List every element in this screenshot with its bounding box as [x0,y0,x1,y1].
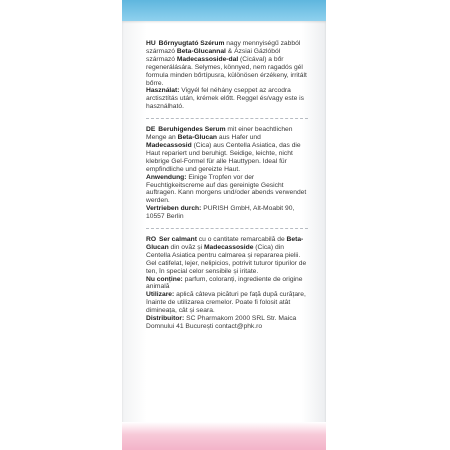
language-code: HU [146,40,156,47]
distributor-label: Vertrieben durch: [146,205,202,213]
usage-label: Használat: [146,87,180,95]
usage-label: Utilizare: [146,291,175,299]
description-text: aus Hafer und [217,134,261,142]
distributor-text: SC Pharmakom 2000 SRL Str. Maica Domnului 41 București contact@phk.ro [146,315,297,330]
section-hu [146,40,308,111]
description-text: cu o cantitate remarcabilă de [196,236,287,244]
label-text-panel [146,40,308,331]
usage-text: Vigyél fel néhány cseppet az arcodra arctisztítás után, krémek előtt. Reggel és/vagy este is használható. [146,87,304,111]
description-text: din ovăz și [168,243,204,251]
section-divider [146,118,308,119]
description-text: nagy mennyiségű zabból származó [146,40,301,55]
ingredient-name: Madecassoside [203,243,254,251]
ingredient-name: Beta-Glucan [146,236,304,251]
language-code: RO [146,236,157,244]
language-code: DE [146,126,156,134]
description-text: & Ázsiai Gázlóból származó [146,47,281,63]
section-divider [146,228,308,229]
usage-label: Anwendung: [146,173,187,181]
package-top-blue-band [122,0,326,21]
product-title: Ser calmant [159,236,197,244]
section-ro [146,236,308,331]
ingredient-name: Beta-Glucannal [176,47,226,55]
usage-text: Einige Tropfen vor der Feuchtigkeitscreme auf das gereinigte Gesicht auftragen. Kann morgens und/oder abends verwendet werden. [146,173,307,205]
section-de [146,126,308,221]
product-title: Beruhigendes Serum [158,126,226,134]
usage-text: aplică câteva picături pe față după curățare, înainte de utilizarea cremelor. Poate fi folosit atât dimineața, cât și seara. [146,291,306,315]
ingredient-name: Madecassosid [146,141,192,149]
distributor-label: Distribuitor: [146,315,185,323]
ingredient-name: Beta-Glucan [177,134,217,142]
description-text: (Cicával) a bőr regenerálására. Selymes, könnyed, nem ragadós gél formula minden bőrtípusra, különösen érzékeny, irritált bőrre. [146,55,307,87]
description-text: (Cica) din Centella Asiatica pentru calmarea și repararea pielii. Gel catifelat, lejer, nelipicios, potrivit tuturor tipurilor de ten, în special celor sensibile și iritate. [146,243,307,275]
free-from-label: Nu conține: [146,275,183,283]
ingredient-name: Madecassoside-dal [176,55,239,63]
free-from-text: parfum, coloranți, ingrediente de origine animală [146,275,303,291]
description-text: (Cica) aus Centella Asiatica, das die Haut repariert und beruhigt. Seidige, leichte, nicht klebrige Gel-Formel für alle Hauttypen. Ideal für empfindliche und gereizte Haut. [146,141,301,173]
distributor-text: PURISH GmbH, Alt-Moabit 90, 10557 Berlin [146,205,295,221]
description-text: mit einer beachtlichen Menge an [146,126,293,142]
product-title: Bőrnyugtató Szérum [158,40,225,47]
package-bottom-pink-band [122,422,326,450]
